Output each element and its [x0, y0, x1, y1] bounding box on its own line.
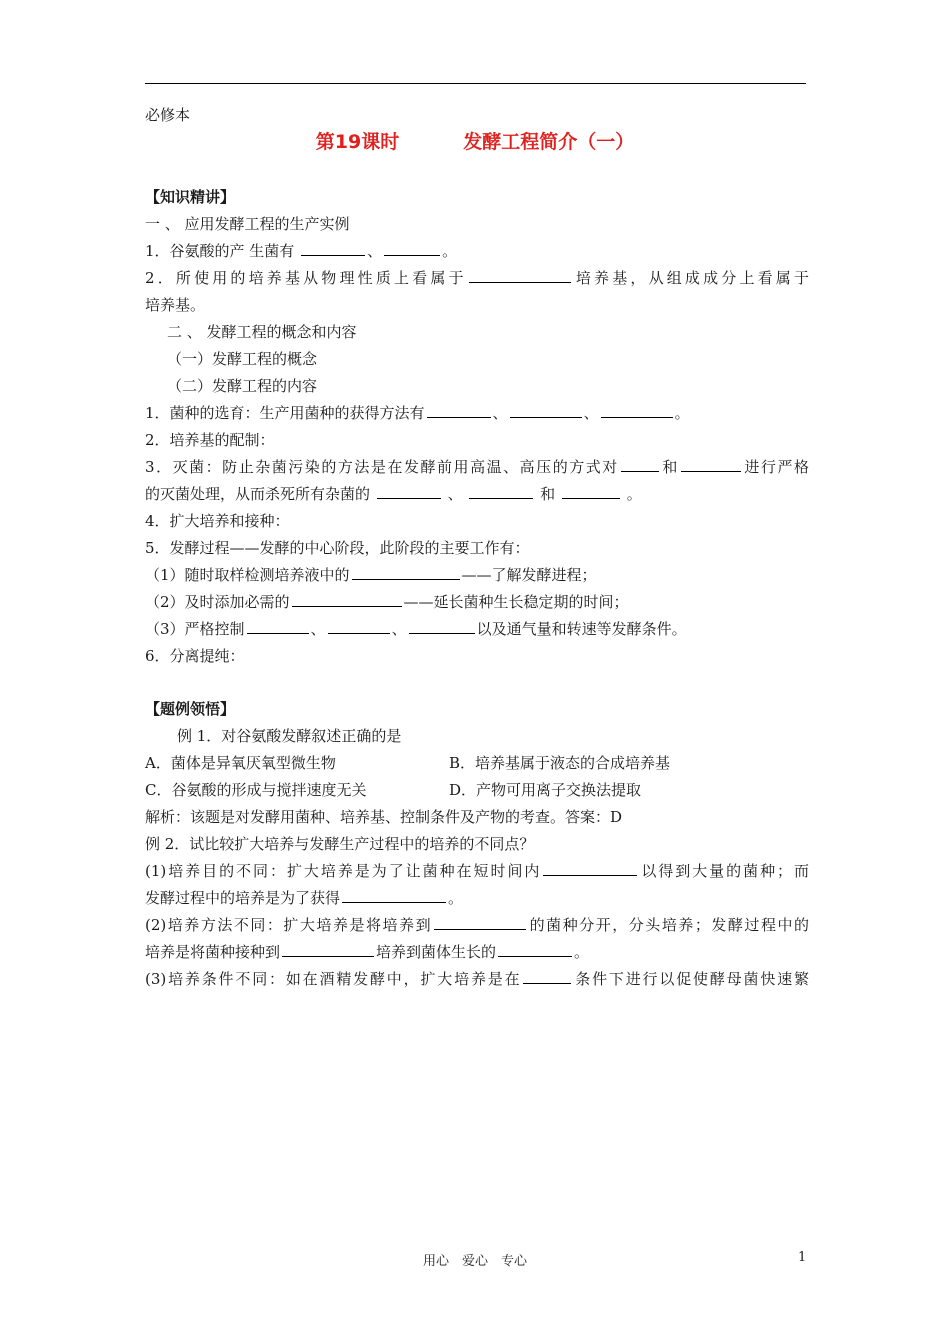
- part2-sub2: （二）发酵工程的内容: [167, 377, 318, 395]
- item-5-3: （3）严格控制 、 、 以及通气量和转速等发酵条件。: [145, 620, 687, 638]
- part1-title: 一 、 应用发酵工程的生产实例: [145, 215, 350, 233]
- answer-blank[interactable]: [352, 564, 460, 580]
- example-2-point-1-cont: 发酵过程中的培养是为了获得 。: [145, 889, 464, 907]
- answer-blank[interactable]: [543, 860, 637, 876]
- answer-blank[interactable]: [342, 887, 446, 903]
- example-2-title: 例 2．试比较扩大培养与发酵生产过程中的培养的不同点？: [145, 835, 535, 853]
- page-title: [0, 127, 950, 154]
- example-1-options-ab: [145, 750, 809, 777]
- part2-sub1: （一）发酵工程的概念: [167, 350, 318, 368]
- answer-blank[interactable]: [498, 941, 572, 957]
- section-heading-examples: 【题例领悟】: [145, 700, 236, 718]
- answer-blank[interactable]: [409, 618, 475, 634]
- footer-motto: 用心 爱心 专心: [422, 1254, 527, 1269]
- answer-blank[interactable]: [469, 267, 571, 283]
- item-3: 3．灭菌：防止杂菌污染的方法是在发酵前用高温、高压的方式对 和 进行严格: [145, 458, 809, 476]
- example-2-point-3: (3)培养条件不同：如在酒精发酵中，扩大培养是在 条件下进行以促使酵母菌快速繁: [145, 970, 809, 988]
- lesson-topic: 发酵工程简介（一）: [463, 131, 635, 153]
- example-2-point-1: (1)培养目的不同：扩大培养是为了让菌种在短时间内 以得到大量的菌种；而: [145, 862, 809, 880]
- example-2-point-2: (2)培养方法不同：扩大培养是将培养到 的菌种分开，分头培养；发酵过程中的: [145, 916, 809, 934]
- question-2-cont: 培养基。: [145, 296, 206, 314]
- example-1-analysis: 解析：该题是对发酵用菌种、培养基、控制条件及产物的考查。答案：D: [145, 808, 623, 826]
- item-4: 4．扩大培养和接种：: [145, 512, 290, 530]
- example-1-title: 例 1．对谷氨酸发酵叙述正确的是: [177, 727, 402, 745]
- option-b: B．培养基属于液态的合成培养基: [449, 754, 671, 772]
- answer-blank[interactable]: [377, 483, 441, 499]
- answer-blank[interactable]: [469, 483, 533, 499]
- header-label: 必修本: [145, 106, 191, 124]
- page-number: 1: [798, 1250, 807, 1265]
- lesson-number: 第19课时: [315, 131, 400, 153]
- item-3-cont: 的灭菌处理，从而杀死所有杂菌的 、 和 。: [145, 485, 642, 503]
- part2-title: 二 、 发酵工程的概念和内容: [167, 323, 357, 341]
- answer-blank[interactable]: [247, 618, 309, 634]
- example-1-options-cd: [145, 777, 809, 804]
- option-a: A．菌体是异氧厌氧型微生物: [145, 754, 336, 772]
- answer-blank[interactable]: [601, 402, 673, 418]
- answer-blank[interactable]: [510, 402, 582, 418]
- section-heading-knowledge: 【知识精讲】: [145, 188, 236, 206]
- answer-blank[interactable]: [328, 618, 390, 634]
- answer-blank[interactable]: [292, 591, 402, 607]
- answer-blank[interactable]: [282, 941, 374, 957]
- question-1: 1．谷氨酸的产 生菌有 、 。: [145, 242, 458, 260]
- answer-blank[interactable]: [523, 968, 571, 984]
- example-2-point-2-cont: 培养是将菌种接种到 培养到菌体生长的 。: [145, 943, 590, 961]
- option-d: D．产物可用离子交换法提取: [449, 781, 642, 799]
- item-6: 6．分离提纯：: [145, 647, 245, 665]
- item-2: 2．培养基的配制：: [145, 431, 275, 449]
- item-5-1: （1）随时取样检测培养液中的 ——了解发酵进程；: [145, 566, 597, 584]
- option-c: C．谷氨酸的形成与搅拌速度无关: [145, 781, 367, 799]
- answer-blank[interactable]: [384, 240, 440, 256]
- question-2: 2．所使用的培养基从物理性质上看属于 培养基，从组成成分上看属于: [145, 269, 809, 287]
- answer-blank[interactable]: [434, 914, 526, 930]
- answer-blank[interactable]: [621, 456, 659, 472]
- item-5-2: （2）及时添加必需的 ——延长菌种生长稳定期的时间；: [145, 593, 629, 611]
- answer-blank[interactable]: [681, 456, 741, 472]
- item-1: 1．菌种的选育：生产用菌种的获得方法有 、 、 。: [145, 404, 690, 422]
- item-5: 5．发酵过程——发酵的中心阶段，此阶段的主要工作有：: [145, 539, 530, 557]
- header-rule: [145, 83, 806, 84]
- answer-blank[interactable]: [562, 483, 620, 499]
- answer-blank[interactable]: [427, 402, 491, 418]
- document-body: [145, 184, 809, 993]
- answer-blank[interactable]: [301, 240, 365, 256]
